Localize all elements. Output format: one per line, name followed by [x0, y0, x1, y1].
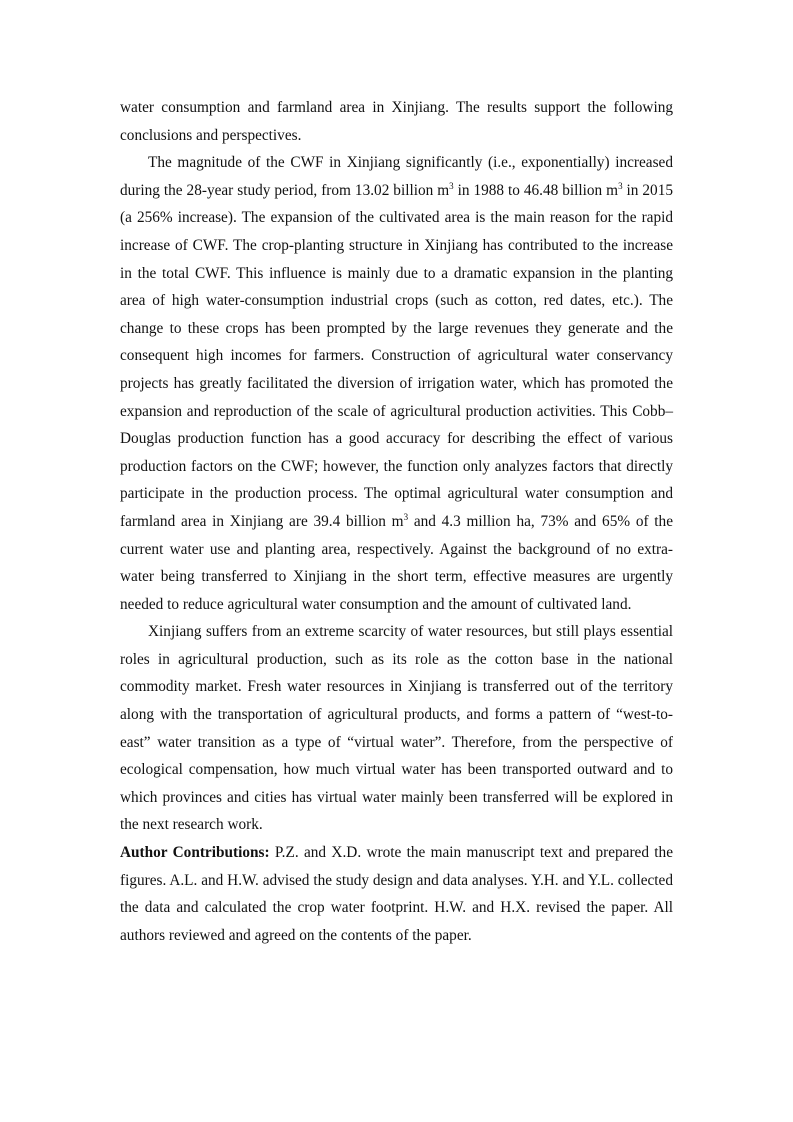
author-contributions — [120, 839, 673, 949]
paragraph-cwf-conclusions — [120, 149, 673, 618]
paragraph-continuation: water consumption and farmland area in Xinjiang. The results support the following conclusions and perspectives. — [120, 99, 673, 144]
paragraph-future-work: Xinjiang suffers from an extreme scarcity of water resources, but still plays essential roles in agricultural production, such as its role as the cotton base in the national commodity market. Fresh water resources in Xinjiang is transferred out of the territory along with the transportation of agricultural products, and forms a pattern of “west-to-east” water transition as a type of “virtual water”. Therefore, from the perspective of ecological compensation, how much virtual water has been transported outward and to which provinces and cities has virtual water mainly been transferred will be explored in the next research work. — [120, 623, 673, 834]
text-segment: The magnitude of the CWF in Xinjiang significantly (i.e., exponentially) increased during the 28-year study period, from 13.02 billion m — [120, 154, 673, 199]
superscript: 3 — [449, 180, 454, 191]
author-contributions-text: P.Z. and X.D. wrote the main manuscript text and prepared the figures. A.L. and H.W. advised the study design and data analyses. Y.H. and Y.L. collected the data and calculated the crop water footprint. H.W. and H.X. revised the paper. All authors reviewed and agreed on the contents of the paper. — [120, 844, 673, 944]
text-segment: in 1988 to 46.48 billion m — [453, 181, 619, 199]
author-contributions-label: Author Contributions: — [120, 844, 270, 862]
text-segment: and 4.3 million ha, 73% and 65% of the current water use and planting area, respectively. Against the background of no extra-water being transferred to Xinjiang in the short term, effective measures are urgently needed to reduce agricultural water consumption and the amount of cultivated land. — [120, 512, 673, 613]
superscript: 3 — [618, 180, 623, 191]
superscript: 3 — [403, 511, 409, 522]
body-text — [120, 94, 673, 949]
text-segment: in 2015 (a 256% increase). The expansion of the cultivated area is the main reason for the rapid increase of CWF. The crop-planting structure in Xinjiang has contributed to the increase in the total CWF. This influence is mainly due to a dramatic expansion in the planting area of high water-consumption industrial crops (such as cotton, red dates, etc.). The change to these crops has been prompted by the large revenues they generate and the consequent high incomes for farmers. Construction of agricultural water conservancy projects has greatly facilitated the diversion of irrigation water, which has promoted the expansion and reproduction of the scale of agricultural production activities. This Cobb–Douglas production function has a good accuracy for describing the effect of various production factors on the CWF; however, the function only analyzes factors that directly participate in the production process. The optimal agricultural water consumption and farmland area in Xinjiang are 39.4 billion m — [120, 181, 674, 530]
